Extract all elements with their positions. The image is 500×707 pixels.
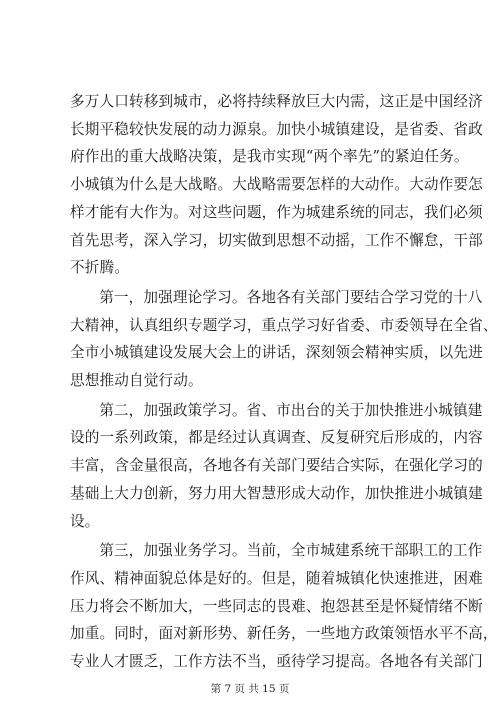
text-line: 思想推动自觉行动。 [70, 372, 203, 390]
text-line: 不折腾。 [70, 259, 129, 277]
text-line: 第三，加强业务学习。当前，全市城建系统干部职工的工作 [99, 542, 483, 560]
text-line: 第一，加强理论学习。各地各有关部门要结合学习党的十八 [99, 288, 483, 306]
text-line: 丰富，含金量很高，各地各有关部门要结合实际，在强化学习的 [70, 457, 483, 475]
text-line: 首先思考，深入学习，切实做到思想不动摇，工作不懈怠，干部 [70, 231, 483, 249]
document-body [70, 88, 498, 676]
paragraph [70, 284, 498, 395]
text-line: 长期平稳较快发展的动力源泉。加快小城镇建设，是省委、省政 [70, 120, 483, 138]
text-line: 全市小城镇建设发展大会上的讲话，深刻领会精神实质，以先进 [70, 344, 483, 362]
text-line: 样才能有大作为。对这些问题，作为城建系统的同志，我们必须 [70, 203, 483, 221]
text-line: 设。 [70, 512, 100, 530]
text-line: 加重。同时，面对新形势、新任务，一些地方政策领悟水平不高， [70, 625, 498, 643]
paragraph [70, 88, 483, 282]
paragraph [70, 397, 483, 536]
text-line: 压力将会不断加大，一些同志的畏难、抱怨甚至是怀疑情绪不断 [70, 597, 483, 615]
text-line: 基础上大力创新，努力用大智慧形成大动作，加快推进小城镇建 [70, 484, 483, 502]
paragraph [70, 537, 498, 676]
text-line: 府作出的重大战略决策，是我市实现“两个率先”的紧迫任务。 [70, 148, 469, 166]
text-line: 设的一系列政策，都是经过认真调查、反复研究后形成的，内容 [70, 429, 483, 447]
text-line: 大精神，认真组织专题学习，重点学习好省委、市委领导在全省、 [70, 316, 498, 334]
text-line: 多万人口转移到城市，必将持续释放巨大内需，这正是中国经济 [70, 93, 483, 110]
text-line: 第二，加强政策学习。省、市出台的关于加快推进小城镇建 [99, 401, 483, 419]
text-line: 专业人才匮乏，工作方法不当，亟待学习提高。各地各有关部门 [70, 653, 483, 671]
text-line: 作风、精神面貌总体是好的。但是，随着城镇化快速推进，困难 [70, 569, 483, 587]
page-footer: 第 7 页 共 15 页 [210, 683, 290, 695]
text-line: 小城镇为什么是大战略。大战略需要怎样的大动作。大动作要怎 [70, 176, 483, 194]
